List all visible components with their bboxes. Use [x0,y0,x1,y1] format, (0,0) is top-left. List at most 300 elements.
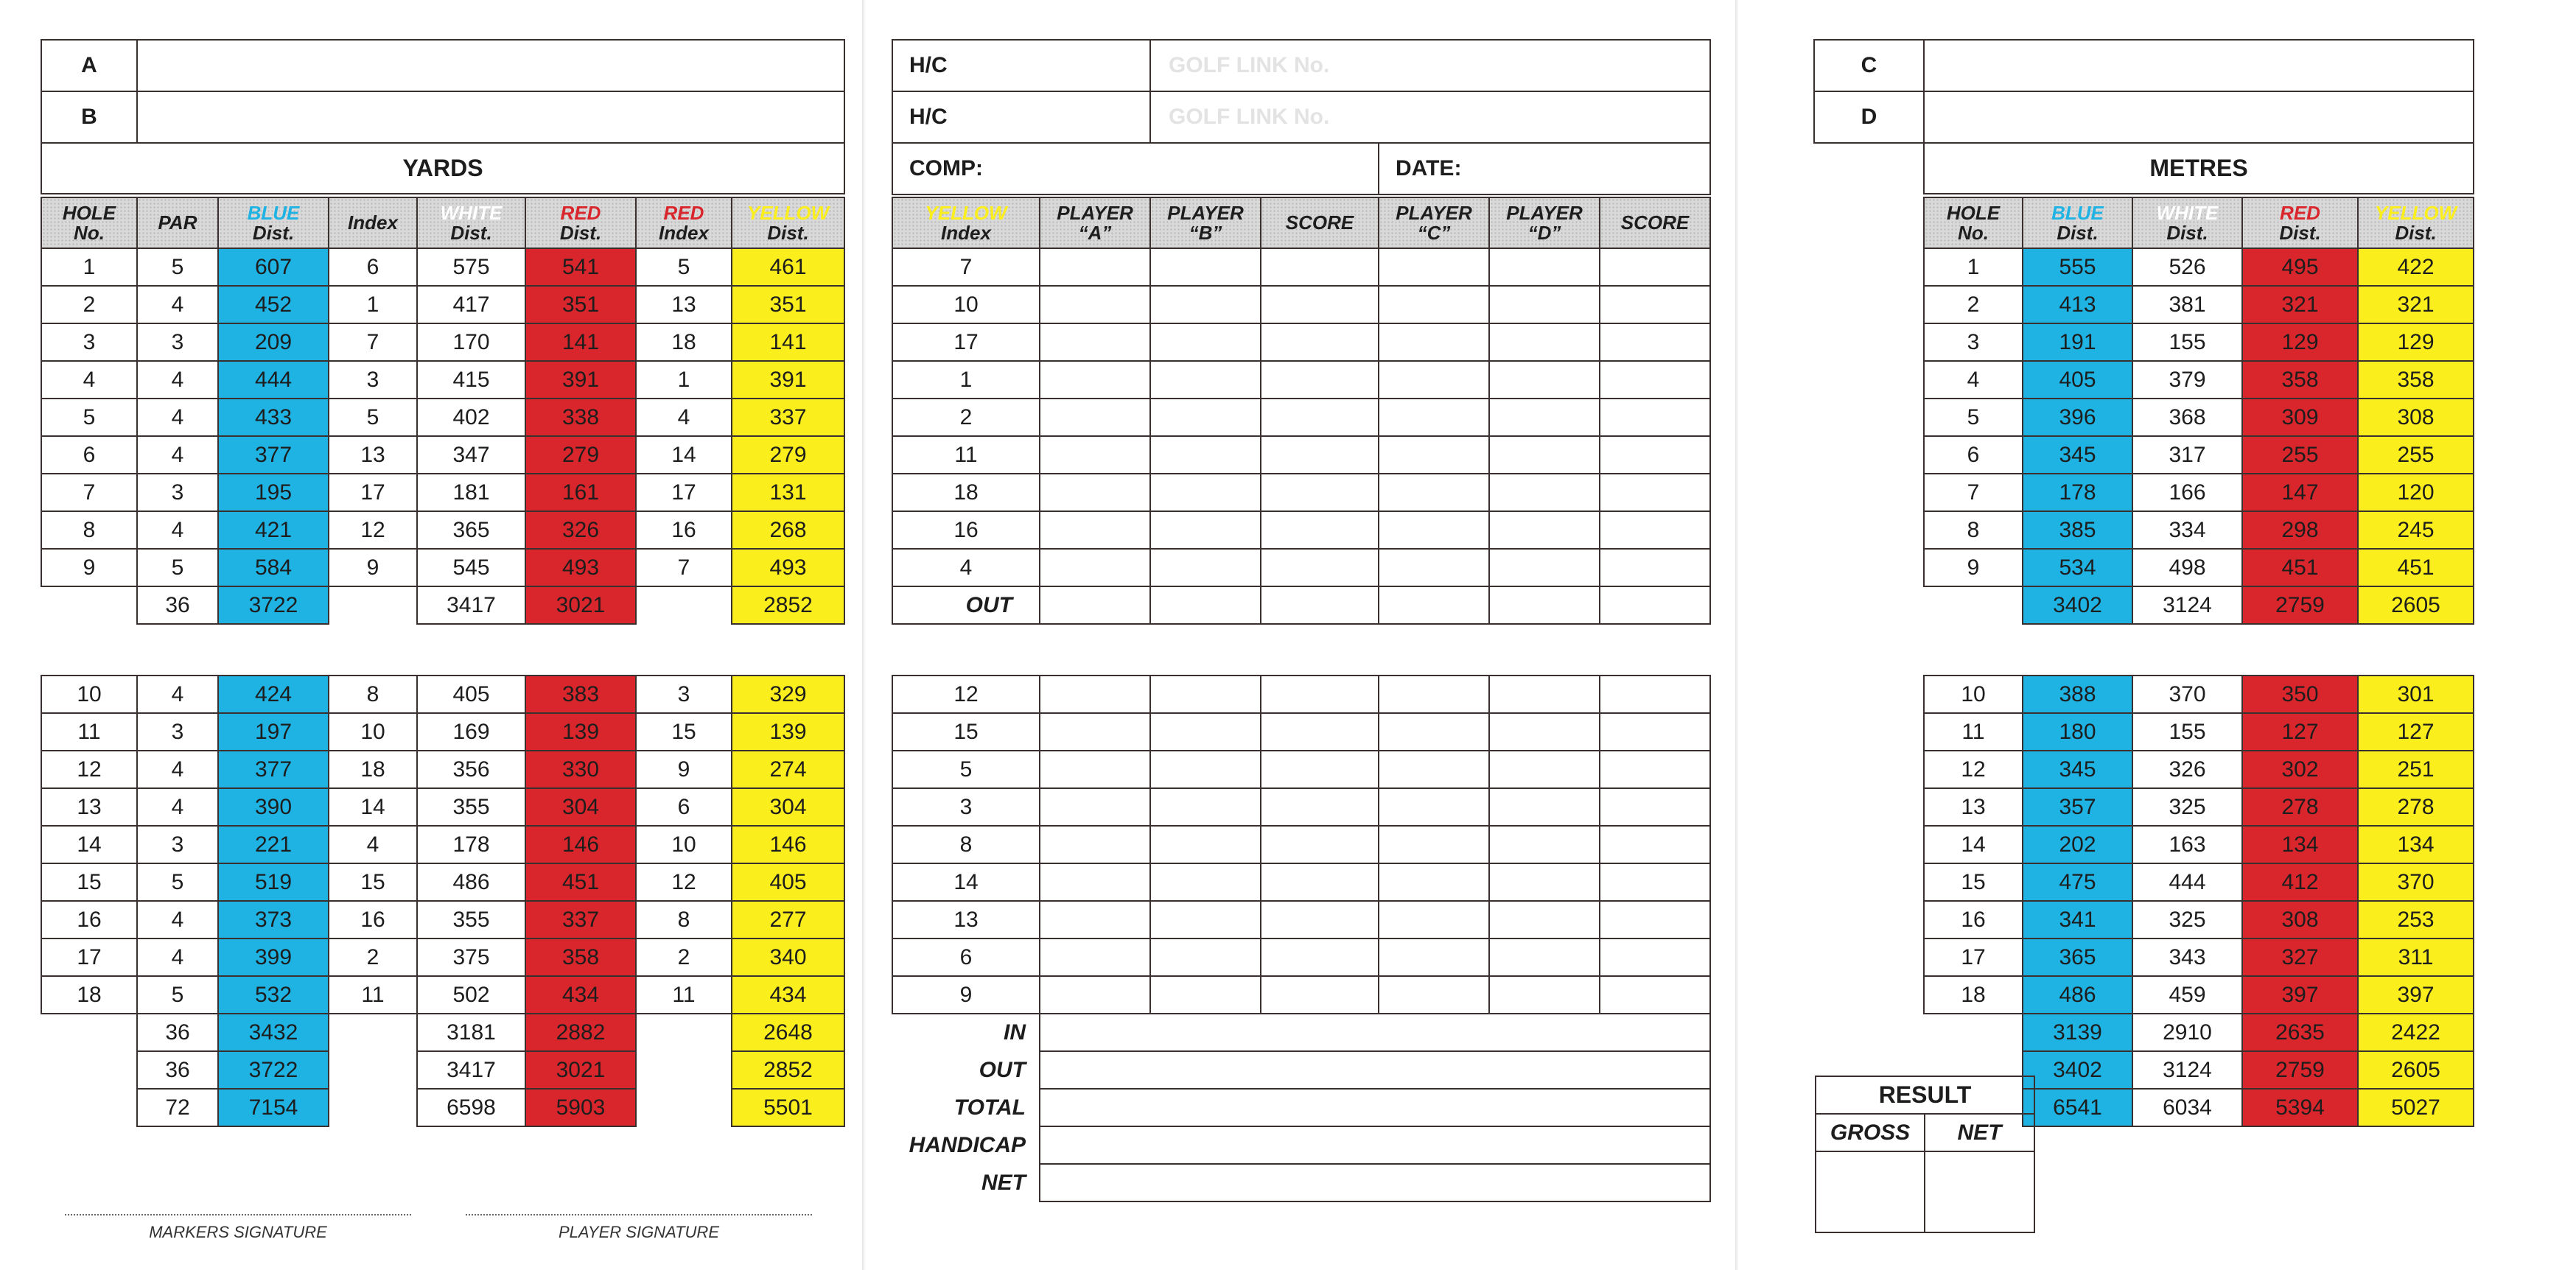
score-summary-field[interactable] [1040,1164,1710,1201]
score-back-score-cell[interactable] [1379,713,1489,751]
score-back-score-cell[interactable] [1489,939,1600,976]
yards-hole-cell: 5 [137,248,218,286]
yards-hole-cell: 139 [525,713,636,751]
yards-hole-row [41,826,844,863]
yards-hole-cell: 4 [137,788,218,826]
metres-hole-cell: 534 [2023,549,2132,586]
score-summary-label: NET [981,1170,1026,1195]
yards-hole-cell: 4 [329,826,417,863]
marker-name-d-field[interactable] [1924,91,2474,143]
metres-hole-cell: 301 [2358,676,2474,713]
yards-hole-cell: 2 [41,286,137,323]
score-back-score-cell[interactable] [1489,751,1600,788]
yards-hole-cell: 347 [417,436,525,474]
yards-hole-cell: 304 [525,788,636,826]
yards-hole-cell: 8 [329,676,417,713]
score-back-score-cell[interactable] [1261,826,1379,863]
yards-hole-cell: 502 [417,976,525,1014]
score-back-index: 5 [892,751,1040,788]
yards-hole-cell: 14 [329,788,417,826]
yards-hole-cell: 5 [41,399,137,436]
yards-total-cell: 2852 [732,1051,844,1089]
score-header-6-line1: SCORE [1620,211,1690,234]
score-front-score-cell[interactable] [1040,399,1150,436]
score-back-score-cell[interactable] [1261,939,1379,976]
score-summary-row [892,1164,1710,1201]
yards-hole-cell: 330 [525,751,636,788]
yards-hole-row [41,713,844,751]
yards-hole-cell: 8 [41,511,137,549]
score-back-score-cell[interactable] [1379,901,1489,939]
score-back-score-cell[interactable] [1489,901,1600,939]
yards-total-cell [41,1089,137,1126]
score-front-score-cell[interactable] [1150,361,1261,399]
metres-total-cell: 2910 [2132,1014,2242,1051]
score-summary-field[interactable] [1040,1126,1710,1164]
score-back-score-cell[interactable] [1600,976,1710,1014]
score-back-score-cell[interactable] [1040,751,1150,788]
comp-field[interactable]: COMP: [892,143,1379,194]
score-front-score-cell[interactable] [1040,474,1150,511]
score-back-score-cell[interactable] [1489,976,1600,1014]
yards-hole-cell: 452 [218,286,329,323]
score-back-score-cell[interactable] [1600,751,1710,788]
score-out-cell[interactable] [1489,586,1600,624]
score-front-score-cell[interactable] [1150,248,1261,286]
yards-header-0 [41,197,137,248]
score-back-score-cell[interactable] [1040,826,1150,863]
score-front-score-cell[interactable] [1379,511,1489,549]
yards-hole-cell: 170 [417,323,525,361]
score-front-score-cell[interactable] [1600,474,1710,511]
score-back-score-cell[interactable] [1261,676,1379,713]
yards-hole-row [41,511,844,549]
yards-hole-cell: 10 [41,676,137,713]
yards-hole-cell: 3 [137,323,218,361]
yards-hole-cell: 377 [218,751,329,788]
score-front-score-cell[interactable] [1040,286,1150,323]
yards-hole-cell: 197 [218,713,329,751]
score-header-3 [1261,197,1379,248]
yards-header-row [41,197,844,248]
metres-hole-row [1924,713,2474,751]
score-front-score-cell[interactable] [1600,549,1710,586]
metres-hole-cell: 381 [2132,286,2242,323]
score-front-score-cell[interactable] [1150,286,1261,323]
score-back-score-cell[interactable] [1150,976,1261,1014]
score-front-score-cell[interactable] [1489,511,1600,549]
score-front-score-cell[interactable] [1379,248,1489,286]
score-back-score-cell[interactable] [1040,901,1150,939]
yards-header-0-line1: HOLE [62,201,116,224]
yards-total-cell: 3021 [525,1051,636,1089]
marker-label-a: A [41,40,137,91]
score-front-score-cell[interactable] [1040,549,1150,586]
score-back-score-cell[interactable] [1489,713,1600,751]
metres-hole-cell: 18 [1924,976,2023,1014]
metres-hole-cell: 202 [2023,826,2132,863]
markers-signature-line[interactable] [65,1214,411,1215]
metres-hole-row [1924,863,2474,901]
metres-hole-cell: 341 [2023,901,2132,939]
score-back-score-cell[interactable] [1600,788,1710,826]
score-front-score-cell[interactable] [1261,248,1379,286]
score-back-score-cell[interactable] [1150,788,1261,826]
metres-total-cell: 2422 [2358,1014,2474,1051]
score-back-score-cell[interactable] [1379,976,1489,1014]
yards-total-cell: 2648 [732,1014,844,1051]
score-summary-field[interactable] [1040,1089,1710,1126]
yards-hole-cell: 575 [417,248,525,286]
metres-hole-cell: 298 [2242,511,2358,549]
metres-panel [1735,0,2576,1270]
score-back-score-cell[interactable] [1040,976,1150,1014]
metres-hole-cell: 365 [2023,939,2132,976]
metres-hole-cell: 155 [2132,713,2242,751]
yards-header-3-line2: Index [348,211,398,234]
yards-hole-cell: 5 [636,248,732,286]
yards-header-2 [218,197,329,248]
score-front-score-cell[interactable] [1040,436,1150,474]
score-front-score-cell[interactable] [1489,286,1600,323]
yards-hole-cell: 1 [636,361,732,399]
yards-hole-cell: 351 [732,286,844,323]
metres-hole-cell: 325 [2132,901,2242,939]
metres-hole-cell: 253 [2358,901,2474,939]
score-out-cell[interactable] [1040,586,1150,624]
yards-hole-row [41,751,844,788]
score-back-score-cell[interactable] [1150,676,1261,713]
score-front-index: 18 [892,474,1040,511]
score-back-score-cell[interactable] [1379,751,1489,788]
score-back-score-cell[interactable] [1379,788,1489,826]
score-front-score-cell[interactable] [1489,549,1600,586]
metres-hole-cell: 255 [2242,436,2358,474]
metres-hole-row [1924,474,2474,511]
score-front-score-cell[interactable] [1150,511,1261,549]
score-front-score-cell[interactable] [1600,399,1710,436]
score-front-score-cell[interactable] [1379,436,1489,474]
yards-total-cell [41,1014,137,1051]
yards-hole-cell: 11 [329,976,417,1014]
yards-hole-cell: 355 [417,901,525,939]
score-back-score-cell[interactable] [1379,826,1489,863]
score-back-score-cell[interactable] [1040,713,1150,751]
metres-hole-cell: 498 [2132,549,2242,586]
metres-hole-cell: 385 [2023,511,2132,549]
metres-hole-row [1924,788,2474,826]
metres-out-cell: 2605 [2358,586,2474,624]
score-front-score-cell[interactable] [1379,399,1489,436]
metres-hole-cell: 11 [1924,713,2023,751]
score-front-score-cell[interactable] [1600,511,1710,549]
metres-total-cell: 3402 [2023,1051,2132,1089]
yards-hole-cell: 444 [218,361,329,399]
score-back-score-cell[interactable] [1600,713,1710,751]
yards-hole-cell: 3 [137,826,218,863]
score-summary-field[interactable] [1040,1014,1710,1051]
player-signature-line[interactable] [466,1214,812,1215]
yards-hole-cell: 13 [329,436,417,474]
metres-total-cell: 5027 [2358,1089,2474,1126]
metres-hole-cell: 129 [2242,323,2358,361]
yards-total-cell [329,1089,417,1126]
yards-hole-cell: 8 [636,901,732,939]
score-out-cell[interactable] [1150,586,1261,624]
marker-row-b [41,91,844,143]
score-front-score-cell[interactable] [1379,361,1489,399]
metres-hole-cell: 379 [2132,361,2242,399]
yards-hole-cell: 355 [417,788,525,826]
score-back-score-cell[interactable] [1600,901,1710,939]
yards-hole-cell: 434 [525,976,636,1014]
score-back-score-cell[interactable] [1261,751,1379,788]
score-front-score-cell[interactable] [1040,361,1150,399]
result-box [1815,1076,2035,1233]
metres-out-cell: 2759 [2242,586,2358,624]
score-front-score-cell[interactable] [1261,549,1379,586]
metres-header-row [1924,197,2474,248]
yards-hole-cell: 4 [137,286,218,323]
metres-hole-cell: 422 [2358,248,2474,286]
yards-hole-cell: 9 [329,549,417,586]
score-front-index: 16 [892,511,1040,549]
score-front-score-cell[interactable] [1261,511,1379,549]
score-front-score-cell[interactable] [1379,323,1489,361]
score-front-score-cell[interactable] [1261,399,1379,436]
yards-hole-cell: 268 [732,511,844,549]
score-front-score-cell[interactable] [1600,323,1710,361]
yards-hole-cell: 4 [137,436,218,474]
yards-hole-cell: 141 [732,323,844,361]
net-score-field[interactable] [1925,1151,2034,1232]
yards-hole-cell: 1 [41,248,137,286]
yards-header-7 [732,197,844,248]
score-front-score-cell[interactable] [1379,549,1489,586]
score-back-score-cell[interactable] [1379,939,1489,976]
score-back-score-cell[interactable] [1150,751,1261,788]
score-front-score-cell[interactable] [1261,361,1379,399]
metres-hole-cell: 2 [1924,286,2023,323]
metres-hole-cell: 343 [2132,939,2242,976]
score-back-index: 12 [892,676,1040,713]
score-back-score-cell[interactable] [1261,788,1379,826]
score-front-score-cell[interactable] [1489,436,1600,474]
score-front-score-cell[interactable] [1379,286,1489,323]
score-front-score-cell[interactable] [1489,361,1600,399]
yards-total-cell: 6598 [417,1089,525,1126]
score-back-score-cell[interactable] [1150,901,1261,939]
score-front-score-cell[interactable] [1040,248,1150,286]
golf-link-field-2[interactable]: GOLF LINK No. [1150,91,1710,143]
score-front-index: 1 [892,361,1040,399]
score-front-score-cell[interactable] [1600,436,1710,474]
yards-header-4-line1: WHITE [440,201,503,224]
player-signature-label: PLAYER SIGNATURE [558,1223,719,1241]
score-back-score-cell[interactable] [1379,676,1489,713]
gross-score-field[interactable] [1816,1151,1925,1232]
yards-total-cell [636,1051,732,1089]
yards-hole-cell: 12 [41,751,137,788]
yards-hole-cell: 279 [525,436,636,474]
score-back-score-cell[interactable] [1040,788,1150,826]
yards-hole-row [41,286,844,323]
score-front-row [892,436,1710,474]
yards-hole-cell: 12 [329,511,417,549]
yards-hole-cell: 16 [329,901,417,939]
score-summary-field[interactable] [1040,1051,1710,1089]
score-front-score-cell[interactable] [1150,399,1261,436]
score-back-score-cell[interactable] [1040,939,1150,976]
score-front-score-cell[interactable] [1150,474,1261,511]
yards-hole-cell: 7 [41,474,137,511]
score-front-score-cell[interactable] [1261,436,1379,474]
metres-hole-cell: 526 [2132,248,2242,286]
score-summary-row [892,1126,1710,1164]
metres-header-4-line1: YELLOW [2374,201,2457,224]
score-front-score-cell[interactable] [1489,399,1600,436]
yards-total-row [41,1051,844,1089]
yards-hole-cell: 14 [636,436,732,474]
score-front-score-cell[interactable] [1150,436,1261,474]
score-front-row [892,286,1710,323]
yards-hole-row [41,676,844,713]
score-front-row [892,323,1710,361]
score-back-score-cell[interactable] [1150,939,1261,976]
metres-hole-cell: 134 [2242,826,2358,863]
score-front-score-cell[interactable] [1040,323,1150,361]
metres-hole-cell: 180 [2023,713,2132,751]
score-front-score-cell[interactable] [1150,549,1261,586]
metres-hole-cell: 317 [2132,436,2242,474]
yards-hole-cell: 4 [137,361,218,399]
marker-name-b-field[interactable] [137,91,844,143]
yards-out-cell [329,586,417,624]
metres-hole-cell: 1 [1924,248,2023,286]
yards-hole-cell: 405 [417,676,525,713]
metres-hole-cell: 451 [2358,549,2474,586]
yards-hole-row [41,399,844,436]
hc-label-1: H/C [892,40,1150,91]
yards-hole-cell: 277 [732,901,844,939]
yards-hole-cell: 17 [41,939,137,976]
yards-header-2-line2: Dist. [252,221,295,244]
yards-hole-cell: 493 [525,549,636,586]
score-front-score-cell[interactable] [1150,323,1261,361]
yards-title: YARDS [41,143,844,194]
score-back-score-cell[interactable] [1489,863,1600,901]
metres-hole-cell: 459 [2132,976,2242,1014]
score-back-score-cell[interactable] [1261,976,1379,1014]
yards-total-cell [636,1014,732,1051]
metres-hole-cell: 334 [2132,511,2242,549]
yards-hole-cell: 11 [41,713,137,751]
yards-hole-cell: 4 [636,399,732,436]
score-back-row [892,826,1710,863]
yards-header-2-line1: BLUE [247,201,300,224]
score-front-score-cell[interactable] [1600,248,1710,286]
score-out-cell[interactable] [1379,586,1489,624]
yards-hole-cell: 3 [329,361,417,399]
metres-hole-row [1924,751,2474,788]
metres-out-cell [1924,586,2023,624]
score-front-score-cell[interactable] [1600,361,1710,399]
score-front-score-cell[interactable] [1261,323,1379,361]
score-back-row [892,939,1710,976]
score-back-score-cell[interactable] [1150,826,1261,863]
metres-hole-cell: 309 [2242,399,2358,436]
score-front-score-cell[interactable] [1040,511,1150,549]
score-back-score-cell[interactable] [1600,676,1710,713]
metres-header-3 [2242,197,2358,248]
score-front-score-cell[interactable] [1600,286,1710,323]
yards-hole-cell: 6 [329,248,417,286]
marker-name-c-field[interactable] [1924,40,2474,91]
yards-hole-cell: 417 [417,286,525,323]
yards-hole-cell: 304 [732,788,844,826]
yards-hole-cell: 405 [732,863,844,901]
yards-header-4-line2: Dist. [450,221,492,244]
score-back-score-cell[interactable] [1379,863,1489,901]
score-header-2-line1: PLAYER [1167,201,1244,224]
score-front-score-cell[interactable] [1489,248,1600,286]
score-front-score-cell[interactable] [1489,474,1600,511]
marker-name-a-field[interactable] [137,40,844,91]
yards-hole-cell: 2 [329,939,417,976]
score-out-cell[interactable] [1600,586,1710,624]
score-front-score-cell[interactable] [1261,474,1379,511]
score-front-score-cell[interactable] [1489,323,1600,361]
score-front-score-cell[interactable] [1261,286,1379,323]
score-front-index: 10 [892,286,1040,323]
yards-total-cell: 7154 [218,1089,329,1126]
score-front-index: 2 [892,399,1040,436]
score-front-row [892,549,1710,586]
metres-hole-row [1924,436,2474,474]
score-front-row [892,474,1710,511]
score-back-score-cell[interactable] [1150,863,1261,901]
metres-hole-cell: 278 [2242,788,2358,826]
yards-hole-cell: 6 [636,788,732,826]
yards-hole-cell: 279 [732,436,844,474]
score-back-score-cell[interactable] [1040,676,1150,713]
yards-hole-cell: 337 [732,399,844,436]
metres-hole-row [1924,676,2474,713]
yards-total-cell: 72 [137,1089,218,1126]
score-back-score-cell[interactable] [1600,826,1710,863]
yards-total-cell: 3722 [218,1051,329,1089]
score-out-cell[interactable] [1261,586,1379,624]
score-back-score-cell[interactable] [1261,863,1379,901]
score-back-score-cell[interactable] [1261,713,1379,751]
yards-hole-cell: 424 [218,676,329,713]
score-summary-row [892,1089,1710,1126]
metres-total-cell: 5394 [2242,1089,2358,1126]
yards-hole-cell: 434 [732,976,844,1014]
golf-link-field-1[interactable]: GOLF LINK No. [1150,40,1710,91]
metres-header-2 [2132,197,2242,248]
score-back-score-cell[interactable] [1150,713,1261,751]
score-back-score-cell[interactable] [1261,901,1379,939]
score-back-score-cell[interactable] [1489,826,1600,863]
score-back-score-cell[interactable] [1489,676,1600,713]
score-back-score-cell[interactable] [1600,863,1710,901]
date-field[interactable]: DATE: [1379,143,1710,194]
score-back-score-cell[interactable] [1040,863,1150,901]
score-front-score-cell[interactable] [1379,474,1489,511]
score-back-score-cell[interactable] [1600,939,1710,976]
score-back-score-cell[interactable] [1489,788,1600,826]
